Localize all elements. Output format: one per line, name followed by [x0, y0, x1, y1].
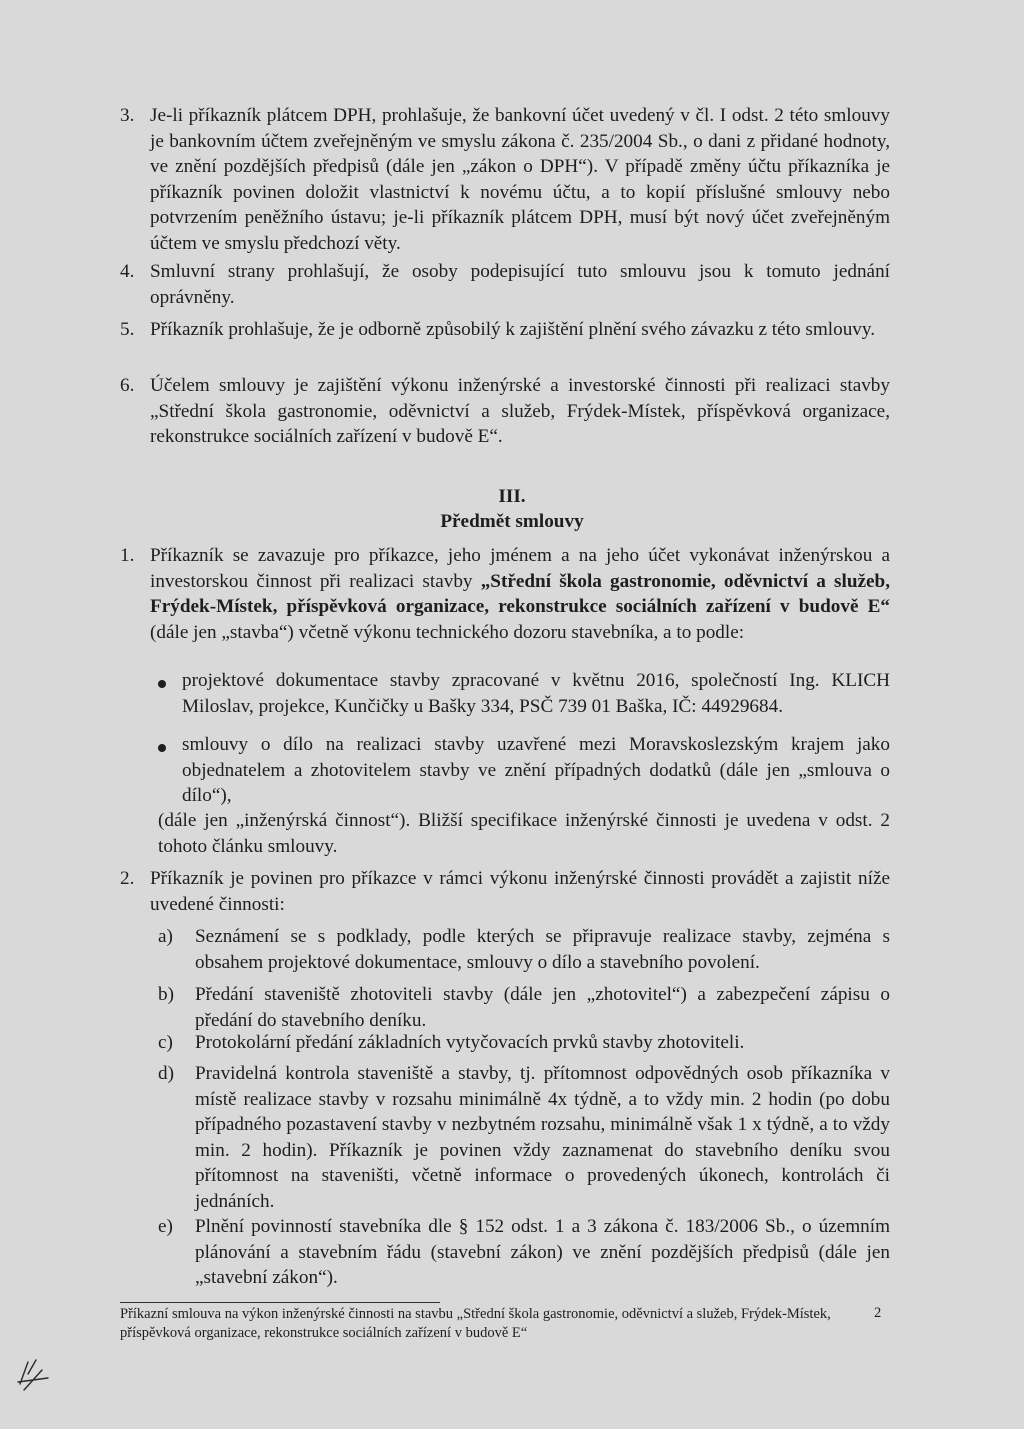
handwritten-initials-icon — [14, 1356, 60, 1396]
intro-text-continued: (dále jen „stavba“) včetně výkonu technického dozoru stavebníka, a to podle: — [150, 621, 745, 643]
section-1-closing: (dále jen „inženýrská činnost“). Bližší specifikace inženýrské činnosti je uvedena v odst. 2 tohoto článku smlouvy. — [158, 810, 890, 857]
project-name: „Střední škola gastronomie, oděvnictví a služeb, Frýdek-Místek, příspěvková organizace, rekonstrukce sociálních zařízení v budově E“ — [150, 570, 890, 618]
item-letter: d) — [158, 1063, 174, 1084]
activity-item: Seznámení se s podklady, podle kterých se připravuje realizace stavby, zejména s obsahem projektové dokumentace, smlouvy o dílo a stavebního povolení. — [195, 926, 890, 973]
section-title: Předmět smlouvy — [440, 511, 584, 532]
page-number: 2 — [874, 1305, 882, 1321]
section-2-intro: Příkazník je povinen pro příkazce v rámci výkonu inženýrské činnosti provádět a zajistit níže uvedené činnosti: — [150, 868, 890, 915]
paragraph-3: Je-li příkazník plátcem DPH, prohlašuje, že bankovní účet uvedený v čl. I odst. 2 této smlouvy je bankovním účtem zveřejněným ve smyslu zákona č. 235/2004 Sb., o dani z přidané hodnoty, ve znění pozdějších předpisů (dále jen „zákon o DPH“). V případě změny účtu příkazníka je příkazník povinen doložit vlastnictví k novému účtu, a to kopií příslušné smlouvy nebo potvrzením peněžního ústavu; je-li příkazník plátcem DPH, musí být nový účet zveřejněným účtem ve smyslu předchozí věty. — [150, 105, 890, 254]
activity-item: Předání staveniště zhotoviteli stavby (dále jen „zhotovitel“) a zabezpečení zápisu o předání do stavebního deníku. — [195, 984, 890, 1031]
activity-item: Pravidelná kontrola staveniště a stavby, tj. přítomnost odpovědných osob příkazníka v místě realizace stavby v rozsahu minimálně 4x týdně, a to vždy min. 2 hodin (po dobu případného pozastavení stavby v nezbytném rozsahu, minimálně však 1 x týdně, a to vždy min. 2 hodin). Příkazník je povinen vždy zaznamenat do stavebního deníku svou přítomnost na staveništi, včetně informace o provedených úkonech, kontrolách či jednáních. — [195, 1063, 890, 1212]
activity-item: Protokolární předání základních vytyčovacích prvků stavby zhotoviteli. — [195, 1032, 745, 1053]
item-letter: a) — [158, 926, 173, 947]
paragraph-6: Účelem smlouvy je zajištění výkonu inženýrské a investorské činnosti při realizaci stavby „Střední škola gastronomie, oděvnictví a služeb, Frýdek-Místek, příspěvková organizace, rekonstrukce sociálních zařízení v budově E“. — [150, 375, 890, 448]
bullet-item: smlouvy o dílo na realizaci stavby uzavřené mezi Moravskoslezským krajem jako objednatelem a zhotovitelem stavby ve znění případných dodatků (dále jen „smlouva o dílo“), — [182, 734, 890, 807]
paragraph-5: Příkazník prohlašuje, že je odborně způsobilý k zajištění plnění svého závazku z této smlouvy. — [150, 319, 876, 340]
item-number: 1. — [120, 545, 135, 566]
item-number: 6. — [120, 375, 135, 396]
item-letter: c) — [158, 1032, 173, 1053]
bullet-icon — [158, 744, 166, 752]
section-number: III. — [498, 486, 526, 507]
section-1-intro — [150, 543, 890, 645]
item-letter: b) — [158, 984, 174, 1005]
intro-text: Příkazník se zavazuje pro příkazce, jeho jménem a na jeho účet vykonávat inženýrskou a investorskou činnost při realizaci stavby — [150, 545, 890, 592]
footer-line: příspěvková organizace, rekonstrukce sociálních zařízení v budově E“ — [120, 1325, 528, 1341]
item-number: 3. — [120, 105, 135, 126]
footer-line: Příkazní smlouva na výkon inženýrské činnosti na stavbu „Střední škola gastronomie, oděvnictví a služeb, Frýdek-Místek, — [120, 1306, 831, 1322]
item-number: 4. — [120, 261, 135, 282]
item-number: 2. — [120, 868, 135, 889]
item-letter: e) — [158, 1216, 173, 1237]
item-number: 5. — [120, 319, 135, 340]
activity-item: Plnění povinností stavebníka dle § 152 odst. 1 a 3 zákona č. 183/2006 Sb., o územním plánování a stavebním řádu (stavební zákon) ve znění pozdějších předpisů (dále jen „stavební zákon“). — [195, 1216, 890, 1289]
footer-rule — [120, 1302, 440, 1303]
bullet-icon — [158, 680, 166, 688]
paragraph-4: Smluvní strany prohlašují, že osoby podepisující tuto smlouvu jsou k tomuto jednání oprávněny. — [150, 261, 890, 308]
bullet-item: projektové dokumentace stavby zpracované v květnu 2016, společností Ing. KLICH Miloslav, projekce, Kunčičky u Bašky 334, PSČ 739 01 Baška, IČ: 44929684. — [182, 670, 890, 717]
